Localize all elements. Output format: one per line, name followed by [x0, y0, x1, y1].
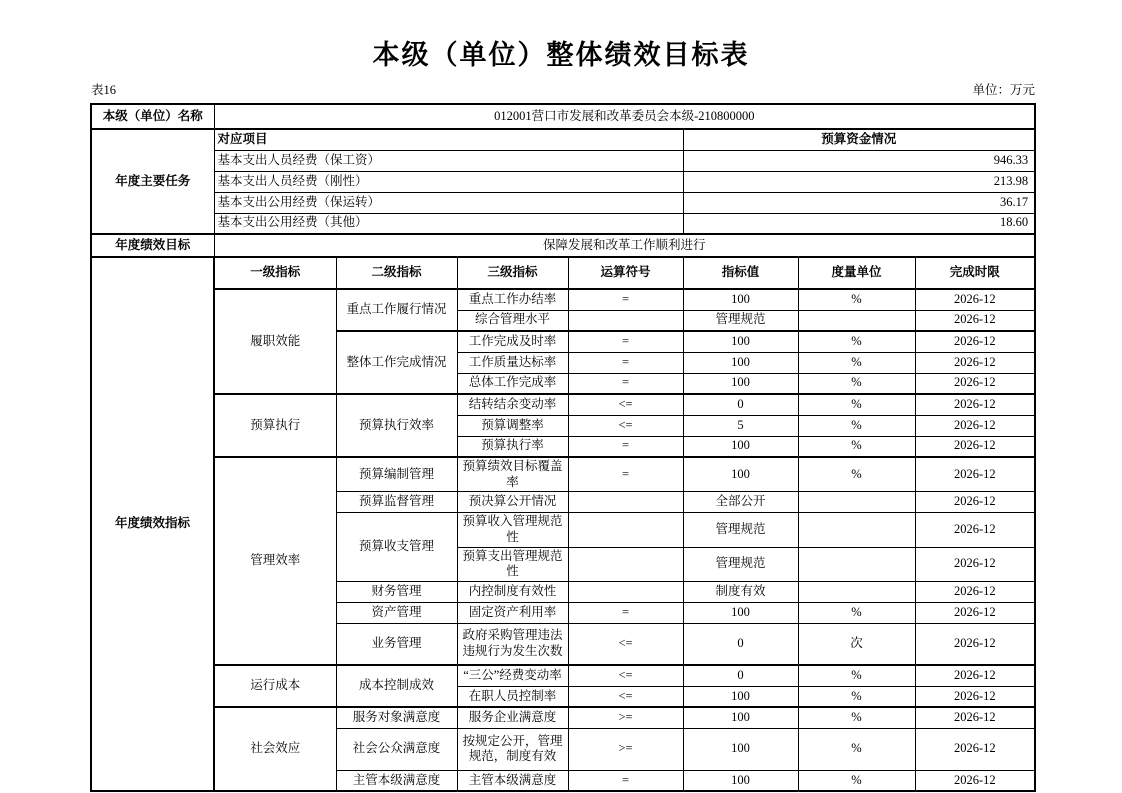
operator-cell — [568, 310, 683, 331]
value-cell: 100 — [683, 373, 798, 394]
level3-cell: 政府采购管理违法违规行为发生次数 — [457, 623, 568, 665]
header-level3-cell: 三级指标 — [457, 257, 568, 289]
unit-name-label-cell: 本级（单位）名称 — [91, 104, 214, 129]
indicator-row — [91, 394, 1035, 415]
value-cell: 制度有效 — [683, 581, 798, 602]
task-value-cell: 946.33 — [683, 150, 1035, 171]
header-deadline-cell: 完成时限 — [915, 257, 1035, 289]
unit-cell — [798, 513, 915, 547]
value-cell: 5 — [683, 415, 798, 436]
level3-cell: 预决算公开情况 — [457, 492, 568, 513]
deadline-cell: 2026-12 — [915, 331, 1035, 352]
value-cell: 100 — [683, 686, 798, 707]
level3-cell: 工作质量达标率 — [457, 352, 568, 373]
level2-cell: 服务对象满意度 — [336, 707, 457, 728]
operator-cell: <= — [568, 686, 683, 707]
performance-table — [90, 103, 1036, 792]
value-cell: 管理规范 — [683, 310, 798, 331]
operator-cell: >= — [568, 728, 683, 770]
unit-name-row — [91, 104, 1035, 129]
unit-note: 单位：万元 — [972, 83, 1035, 97]
level3-cell: 工作完成及时率 — [457, 331, 568, 352]
unit-cell: % — [798, 665, 915, 686]
deadline-cell: 2026-12 — [915, 581, 1035, 602]
unit-cell — [798, 310, 915, 331]
level1-cell: 履职效能 — [214, 289, 336, 394]
indicator-row — [91, 665, 1035, 686]
unit-cell: % — [798, 331, 915, 352]
deadline-cell: 2026-12 — [915, 492, 1035, 513]
deadline-cell: 2026-12 — [915, 770, 1035, 791]
goal-label-cell: 年度绩效目标 — [91, 234, 214, 257]
unit-cell: % — [798, 602, 915, 623]
value-cell: 0 — [683, 623, 798, 665]
goal-value-cell: 保障发展和改革工作顺利进行 — [214, 234, 1035, 257]
deadline-cell: 2026-12 — [915, 513, 1035, 547]
operator-cell: <= — [568, 623, 683, 665]
deadline-cell: 2026-12 — [915, 415, 1035, 436]
task-value-cell: 213.98 — [683, 171, 1035, 192]
indicator-row — [91, 707, 1035, 728]
level2-cell: 预算编制管理 — [336, 457, 457, 492]
operator-cell — [568, 513, 683, 547]
level3-cell: “三公”经费变动率 — [457, 665, 568, 686]
level2-cell: 预算监督管理 — [336, 492, 457, 513]
unit-cell: % — [798, 686, 915, 707]
deadline-cell: 2026-12 — [915, 547, 1035, 581]
page-title: 本级（单位）整体绩效目标表 — [372, 40, 750, 70]
deadline-cell: 2026-12 — [915, 289, 1035, 310]
deadline-cell: 2026-12 — [915, 686, 1035, 707]
value-cell: 100 — [683, 352, 798, 373]
indicator-header-row — [91, 257, 1035, 289]
task-row — [91, 213, 1035, 234]
operator-cell: = — [568, 602, 683, 623]
level2-cell: 重点工作履行情况 — [336, 289, 457, 331]
tasks-label-cell: 年度主要任务 — [91, 129, 214, 234]
deadline-cell: 2026-12 — [915, 707, 1035, 728]
level1-cell: 运行成本 — [214, 665, 336, 707]
tasks-header-row — [91, 129, 1035, 150]
task-value-cell: 18.60 — [683, 213, 1035, 234]
task-row — [91, 192, 1035, 213]
level3-cell: 服务企业满意度 — [457, 707, 568, 728]
level3-cell: 预算调整率 — [457, 415, 568, 436]
deadline-cell: 2026-12 — [915, 436, 1035, 457]
deadline-cell: 2026-12 — [915, 394, 1035, 415]
indicator-row — [91, 457, 1035, 492]
task-item-cell: 基本支出人员经费（刚性） — [214, 171, 683, 192]
level2-cell: 社会公众满意度 — [336, 728, 457, 770]
task-row — [91, 171, 1035, 192]
header-unit-cell: 度量单位 — [798, 257, 915, 289]
operator-cell: = — [568, 457, 683, 492]
operator-cell — [568, 547, 683, 581]
level2-cell: 整体工作完成情况 — [336, 331, 457, 394]
level3-cell: 内控制度有效性 — [457, 581, 568, 602]
level3-cell: 在职人员控制率 — [457, 686, 568, 707]
task-item-cell: 基本支出人员经费（保工资） — [214, 150, 683, 171]
value-cell: 100 — [683, 436, 798, 457]
operator-cell: = — [568, 373, 683, 394]
deadline-cell: 2026-12 — [915, 310, 1035, 331]
tasks-item-header-cell: 对应项目 — [214, 129, 683, 150]
level1-cell: 管理效率 — [214, 457, 336, 665]
deadline-cell: 2026-12 — [915, 728, 1035, 770]
deadline-cell: 2026-12 — [915, 665, 1035, 686]
level3-cell: 综合管理水平 — [457, 310, 568, 331]
operator-cell: = — [568, 436, 683, 457]
operator-cell: = — [568, 352, 683, 373]
value-cell: 100 — [683, 602, 798, 623]
unit-cell — [798, 492, 915, 513]
level3-cell: 预算支出管理规范性 — [457, 547, 568, 581]
level2-cell: 业务管理 — [336, 623, 457, 665]
operator-cell: <= — [568, 394, 683, 415]
indicator-row — [91, 289, 1035, 310]
task-row — [91, 150, 1035, 171]
header-operator-cell: 运算符号 — [568, 257, 683, 289]
level2-cell: 预算收支管理 — [336, 513, 457, 582]
meta-row — [91, 80, 1035, 98]
level3-cell: 预算执行率 — [457, 436, 568, 457]
table-number: 表16 — [91, 83, 117, 97]
unit-cell: % — [798, 457, 915, 492]
level2-cell: 资产管理 — [336, 602, 457, 623]
deadline-cell: 2026-12 — [915, 457, 1035, 492]
value-cell: 0 — [683, 665, 798, 686]
operator-cell — [568, 492, 683, 513]
task-item-cell: 基本支出公用经费（保运转） — [214, 192, 683, 213]
header-value-cell: 指标值 — [683, 257, 798, 289]
level3-cell: 总体工作完成率 — [457, 373, 568, 394]
tasks-value-header-cell: 预算资金情况 — [683, 129, 1035, 150]
operator-cell: = — [568, 331, 683, 352]
unit-cell: % — [798, 415, 915, 436]
level3-cell: 预算收入管理规范性 — [457, 513, 568, 547]
unit-cell: 次 — [798, 623, 915, 665]
level3-cell: 重点工作办结率 — [457, 289, 568, 310]
unit-cell: % — [798, 373, 915, 394]
unit-cell — [798, 547, 915, 581]
level2-cell: 主管本级满意度 — [336, 770, 457, 791]
header-level2-cell: 二级指标 — [336, 257, 457, 289]
goal-row — [91, 234, 1035, 257]
value-cell: 0 — [683, 394, 798, 415]
value-cell: 管理规范 — [683, 547, 798, 581]
unit-cell: % — [798, 394, 915, 415]
level2-cell: 预算执行效率 — [336, 394, 457, 457]
deadline-cell: 2026-12 — [915, 623, 1035, 665]
task-value-cell: 36.17 — [683, 192, 1035, 213]
unit-cell: % — [798, 707, 915, 728]
level3-cell: 主管本级满意度 — [457, 770, 568, 791]
unit-name-value-cell: 012001营口市发展和改革委员会本级-210800000 — [214, 104, 1035, 129]
header-level1-cell: 一级指标 — [214, 257, 336, 289]
unit-cell: % — [798, 436, 915, 457]
deadline-cell: 2026-12 — [915, 373, 1035, 394]
level2-cell: 成本控制成效 — [336, 665, 457, 707]
level1-cell: 预算执行 — [214, 394, 336, 457]
operator-cell: = — [568, 289, 683, 310]
deadline-cell: 2026-12 — [915, 352, 1035, 373]
operator-cell: <= — [568, 665, 683, 686]
value-cell: 100 — [683, 728, 798, 770]
value-cell: 100 — [683, 770, 798, 791]
level2-cell: 财务管理 — [336, 581, 457, 602]
level3-cell: 预算绩效目标覆盖率 — [457, 457, 568, 492]
operator-cell: = — [568, 770, 683, 791]
level1-cell: 社会效应 — [214, 707, 336, 791]
value-cell: 管理规范 — [683, 513, 798, 547]
level3-cell: 结转结余变动率 — [457, 394, 568, 415]
unit-cell: % — [798, 728, 915, 770]
level3-cell: 按规定公开，管理规范，制度有效 — [457, 728, 568, 770]
operator-cell: <= — [568, 415, 683, 436]
task-item-cell: 基本支出公用经费（其他） — [214, 213, 683, 234]
operator-cell — [568, 581, 683, 602]
deadline-cell: 2026-12 — [915, 602, 1035, 623]
value-cell: 100 — [683, 289, 798, 310]
value-cell: 100 — [683, 457, 798, 492]
unit-cell: % — [798, 770, 915, 791]
value-cell: 全部公开 — [683, 492, 798, 513]
unit-cell: % — [798, 352, 915, 373]
indicators-label-cell: 年度绩效指标 — [91, 257, 214, 791]
operator-cell: >= — [568, 707, 683, 728]
unit-cell: % — [798, 289, 915, 310]
value-cell: 100 — [683, 331, 798, 352]
level3-cell: 固定资产利用率 — [457, 602, 568, 623]
value-cell: 100 — [683, 707, 798, 728]
unit-cell — [798, 581, 915, 602]
